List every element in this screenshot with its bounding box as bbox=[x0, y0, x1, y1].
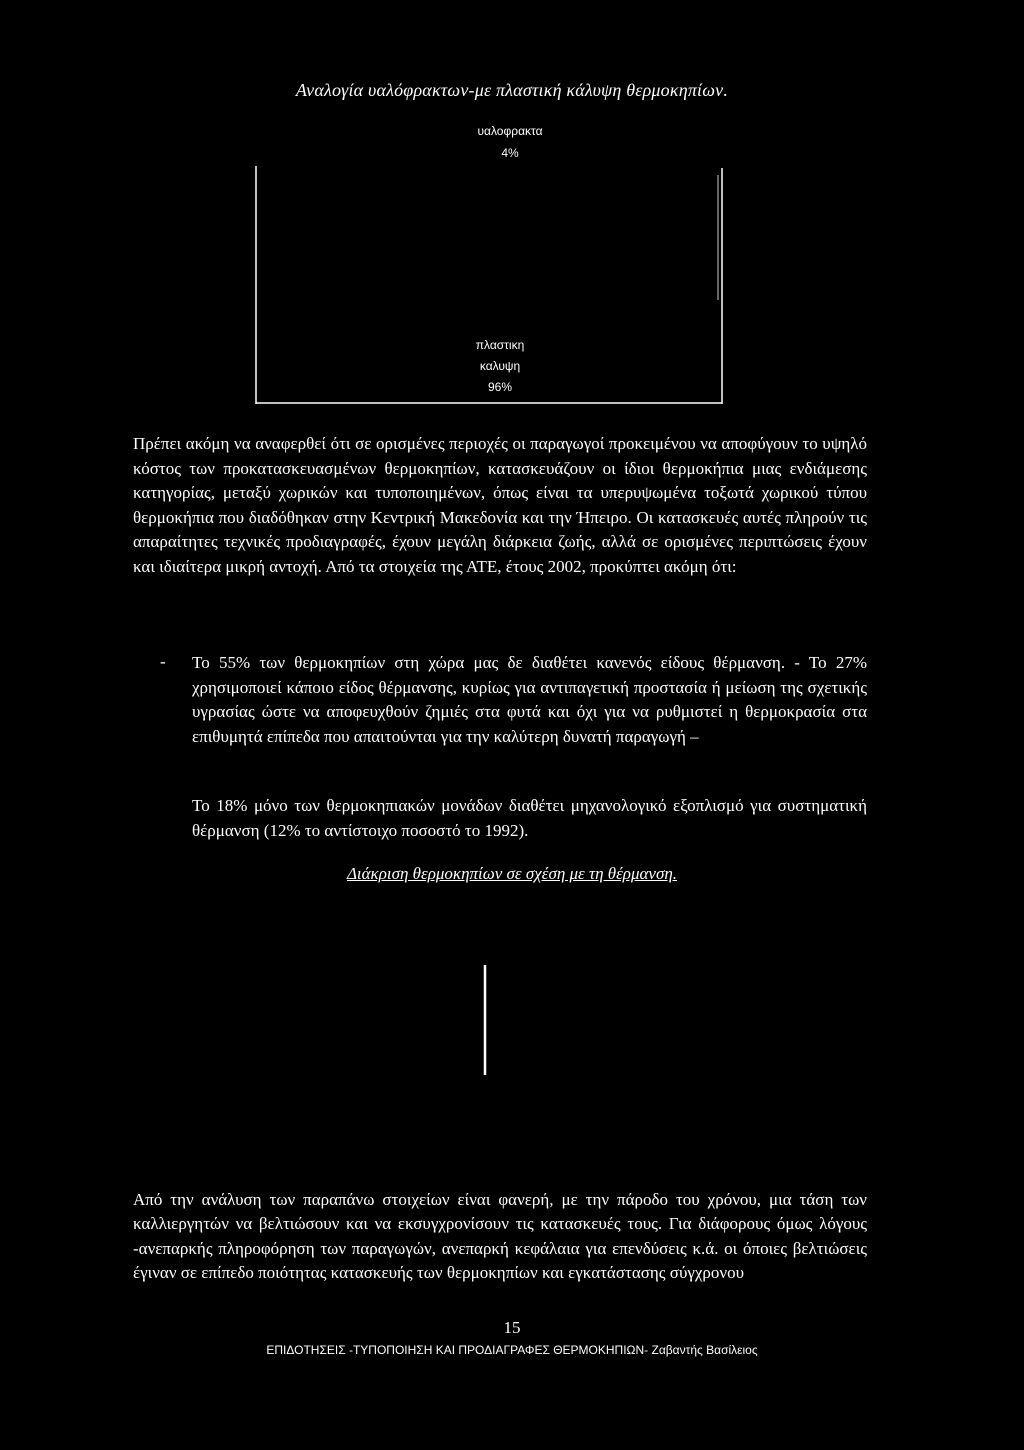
paragraph-2: Από την ανάλυση των παραπάνω στοιχείων είναι φανερή, με την πάροδο του χρόνου, μια τάση των καλλιεργητών να βελτιώσουν και να εκσυγχρονίσουν τις κατασκευές τους. Για διάφορους όμως λόγους -ανεπαρκής πληροφόρηση των παραγωγών, ανεπαρκή κεφάλαια για επενδύσεις κ.ά. οι όποιες βελτιώσεις έγιναν σε επίπεδο ποιότητας κατασκευής των θερμοκηπίων και εγκατάστασης σύγχρονου bbox=[133, 1190, 867, 1283]
section-heading: Διάκριση θερμοκηπίων σε σχέση με τη θέρμανση. bbox=[346, 864, 678, 883]
bullet-dash: - bbox=[160, 652, 166, 671]
slice-label-plastic-name-1: πλαστικη bbox=[475, 338, 525, 352]
bullet-1: Το 55% των θερμοκηπίων στη χώρα μας δε διαθέτει κανενός είδους θέρμανση. - Το 27% χρησιμοποιεί κάποιο είδος θέρμανσης, κυρίως για αντιπαγετική προστασία ή μείωση της σχετικής υγρασίας ώστε να αποφευχθούν ζημιές στα φυτά και όχι για να ρυθμιστεί η θερμοκρασία στα επιθυμητά επίπεδα που απαιτούνται για την καλύτερη δυνατή παραγωγή – bbox=[192, 653, 867, 746]
slice-label-plastic-name-2: καλυψη bbox=[479, 359, 521, 373]
chart-title: Αναλογία υαλόφρακτων-με πλαστική κάλυψη θερμοκηπίων. bbox=[295, 80, 729, 100]
chart-axis-fragment bbox=[480, 965, 490, 1075]
pie-chart bbox=[0, 0, 1024, 420]
slice-label-glass-value: 4% bbox=[501, 146, 519, 160]
slice-label-glass-name: υαλοφρακτα bbox=[477, 124, 543, 138]
footer: ΕΠΙΔΟΤΗΣΕΙΣ -ΤΥΠΟΠΟΙΗΣΗ ΚΑΙ ΠΡΟΔΙΑΓΡΑΦΕΣ ΘΕΡΜΟΚΗΠΙΩΝ- Ζαβαντής Βασίλειος bbox=[266, 1343, 758, 1357]
slice-label-plastic bbox=[440, 335, 560, 398]
page-number: 15 bbox=[503, 1318, 521, 1337]
bullet-2: Το 18% μόνο των θερμοκηπιακών μονάδων διαθέτει μηχανολογικό εξοπλισμό για συστηματική θέρμανση (12% το αντίστοιχο ποσοστό το 1992). bbox=[192, 796, 867, 840]
paragraph-1: Πρέπει ακόμη να αναφερθεί ότι σε ορισμένες περιοχές οι παραγωγοί προκειμένου να αποφύγουν το υψηλό κόστος των προκατασκευασμένων θερμοκηπίων, κατασκευάζουν οι ίδιοι θερμοκήπια μιας ενδιάμεσης κατηγορίας, μεταξύ χωρικών και τυποποιημένων, όπως είναι τα υπερυψωμένα τοξωτά χωρικού τύπου θερμοκήπια που διαδόθηκαν στην Κεντρική Μακεδονία και την Ήπειρο. Οι κατασκευές αυτές πληρούν τις απαραίτητες τεχνικές προδιαγραφές, έχουν μεγάλη διάρκεια ζωής, αλλά σε ορισμένες περιπτώσεις έχουν και ιδιαίτερα μικρή αντοχή. Από τα στοιχεία της ΑΤΕ, έτους 2002, προκύπτει ακόμη ότι: bbox=[133, 434, 867, 576]
slice-label-plastic-value: 96% bbox=[487, 380, 513, 394]
slice-label-glass bbox=[440, 120, 580, 164]
